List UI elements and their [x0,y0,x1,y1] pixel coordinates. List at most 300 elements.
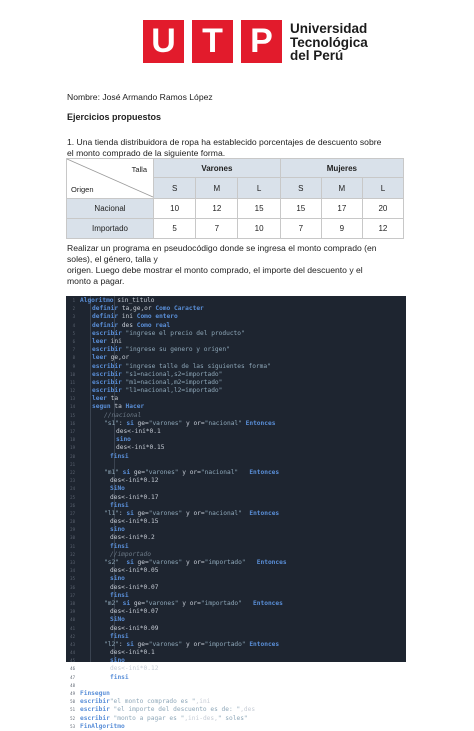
size-header: M [196,178,238,199]
code-line [66,444,406,452]
code-token: des<-ini*0.15 [116,444,165,452]
code-line [66,453,406,461]
code-line [66,371,406,379]
code-text [104,641,279,649]
code-token: "importado" [200,599,242,607]
code-token: finsi [110,673,129,681]
table-row [67,199,404,219]
code-text [92,346,230,354]
code-token: des<-ini*0.07 [110,608,159,616]
code-token: escribir [92,346,126,354]
code-token: : [118,509,127,517]
logo-line-1: Universidad [290,21,368,36]
code-line [66,690,406,698]
code-token: ta [110,395,119,403]
code-line [66,715,406,723]
code-token: y or= [182,509,205,517]
code-text [80,706,255,714]
code-token: "m1=nacional,m2=importado" [125,378,223,386]
discount-table [66,158,404,239]
size-header: M [321,178,362,199]
code-token: si [118,559,138,566]
logo-letter-p: P [241,20,282,63]
line-number: 7 [72,347,75,353]
request-line-3: origen. Luego debe mostrar el monto comprado, el importe del descuento y el [67,265,363,275]
table-cell: 7 [280,219,321,239]
code-token: des<-ini*0.1 [110,649,155,657]
code-text [92,330,245,338]
code-text [92,354,129,362]
code-token: leer [92,395,111,403]
problem-line-1: 1. Una tienda distribuidora de ropa ha establecido porcentajes de descuento sobre [67,137,382,147]
code-token: escribir [80,706,114,714]
code-token: des<-ini*0.2 [110,534,155,542]
code-token: ge= [137,509,149,517]
code-token: y or= [182,640,205,648]
corner-origen-label: Origen [71,185,94,194]
code-text [110,657,125,665]
logo-letter-t: T [192,20,233,63]
table-cell: 20 [362,199,403,219]
code-line [66,469,406,477]
size-header: L [362,178,403,199]
code-token: ini [110,337,122,345]
table-row [67,219,404,239]
code-token: finsi [110,501,129,509]
code-token: Como entero [136,313,178,321]
code-token: Hacer [125,403,145,411]
code-text [110,674,129,682]
code-token: ,ini [195,698,211,706]
code-token: finsi [110,542,129,550]
code-line [66,387,406,395]
code-text [110,625,158,633]
code-token: ,ini-des, [184,714,218,722]
code-token: "l1=nacional,l2=importado" [125,387,223,395]
table-group-header-row [67,159,404,178]
line-number: 31 [70,543,75,549]
code-text [110,584,158,592]
line-number: 13 [70,396,75,402]
line-number: 46 [70,666,75,672]
code-token: finsi [110,452,129,460]
code-token: Algoritmo [80,297,118,304]
line-number: 41 [70,625,75,631]
code-token: "varones" [145,599,179,607]
code-token: "ingrese talle de las siguientes forma" [125,362,271,370]
code-token: si [126,509,138,517]
line-number: 40 [70,617,75,623]
code-token: "varones" [145,468,179,476]
line-number: 5 [72,330,75,336]
line-number: 30 [70,535,75,541]
code-text [92,313,178,321]
code-line [66,412,406,420]
code-token: definir [92,321,122,329]
code-text [110,543,129,551]
code-text [110,534,155,542]
code-token: sino [110,657,125,665]
code-token: des<-ini*0.12 [110,477,159,485]
line-number: 20 [70,453,75,459]
table-cell: 15 [280,199,321,219]
code-token: : [118,640,127,648]
problem-line-2: el monto comprado de la siguiente forma. [67,148,226,158]
code-line [66,534,406,542]
line-number: 19 [70,445,75,451]
line-number: 23 [70,478,75,484]
group-header-varones: Varones [154,159,281,178]
code-line [66,379,406,387]
line-number: 10 [70,371,75,377]
code-line [66,322,406,330]
code-token: Como Caracter [155,305,204,313]
line-number: 36 [70,584,75,590]
size-header: S [154,178,196,199]
table-cell: 5 [154,219,196,239]
request-line-4: monto a pagar. [67,276,125,286]
code-token: ini [121,313,137,321]
code-text [110,551,151,559]
code-line [66,575,406,583]
code-line [66,428,406,436]
size-header: S [280,178,321,199]
code-token: si [118,599,134,607]
table-cell: 10 [154,199,196,219]
line-number: 37 [70,592,75,598]
line-number: 51 [70,707,75,713]
size-header: L [238,178,280,199]
line-number: 32 [70,551,75,557]
code-text [116,436,131,444]
code-token: escribir [92,387,126,395]
line-number: 9 [72,363,75,369]
code-token: sino [110,575,125,583]
code-line [66,674,406,682]
code-token: escribir [92,329,126,337]
code-line [66,584,406,592]
code-text [104,600,283,608]
code-token: " soles" [217,714,248,722]
line-number: 4 [72,322,75,328]
code-line [66,551,406,559]
code-text [110,502,129,510]
code-token: ge,or [110,354,130,362]
line-number: 44 [70,650,75,656]
code-line [66,485,406,493]
code-text [80,715,248,723]
code-token: definir [92,313,122,321]
table-corner-cell [67,159,154,199]
code-token: y or= [182,559,205,566]
code-line [66,616,406,624]
code-token: "varones" [148,640,183,648]
code-line [66,526,406,534]
code-token: des<-ini*0.15 [110,518,159,526]
code-text [80,723,125,731]
code-line [66,420,406,428]
logo-line-2: Tecnológica [290,34,368,50]
line-number: 49 [70,691,75,696]
code-token: "nacional" [204,419,242,427]
code-token: ta,ge,or [121,305,156,313]
code-token: SiNo [110,616,125,624]
code-token: Entonces [238,468,280,476]
code-token: "l1" [104,509,119,517]
line-number: 25 [70,494,75,500]
code-token: Entonces [241,599,283,607]
line-number: 21 [70,461,75,467]
code-token: "m1" [104,468,119,476]
line-number: 18 [70,437,75,443]
code-line [66,559,406,567]
line-number: 27 [70,510,75,516]
line-number: 43 [70,641,75,647]
corner-talla-label: Talla [131,165,147,174]
code-token: ge= [137,640,149,648]
code-line [66,502,406,510]
code-text [80,690,110,698]
code-line [66,395,406,403]
code-token: "s1" [104,419,119,427]
code-token: sino [110,526,125,534]
code-token: Entonces [245,559,287,566]
code-text [80,297,155,305]
code-token: escribir [92,370,126,378]
logo-letter-u: U [143,20,184,63]
code-text [92,403,144,411]
table-cell: 15 [238,199,280,219]
code-token: SiNo [110,485,125,493]
code-token: "l2" [104,640,119,648]
code-lines [66,297,406,731]
code-token: ,des [240,706,256,714]
code-token: leer [92,337,111,345]
code-line [66,600,406,608]
table-cell: 7 [196,219,238,239]
pseudocode-editor [66,296,406,730]
line-number: 28 [70,519,75,525]
line-number: 22 [70,469,75,475]
code-token: "ingrese el precio del producto" [125,329,245,337]
code-line [66,338,406,346]
code-text [104,420,275,428]
code-token: segun [92,403,115,411]
code-text [104,469,279,477]
table-cell: 9 [321,219,362,239]
line-number: 14 [70,404,75,410]
code-line [66,723,406,731]
code-text [110,526,125,534]
code-token: //nacional [104,411,142,419]
code-text [92,379,222,387]
code-text [110,665,158,673]
code-token: Entonces [241,419,276,427]
logo-university-name [290,22,368,63]
utp-logo [143,20,368,66]
line-number: 11 [70,379,75,385]
code-token: des [121,321,137,329]
code-text [104,559,287,567]
line-number: 42 [70,633,75,639]
line-number: 2 [72,306,75,312]
group-header-mujeres: Mujeres [280,159,403,178]
table-cell: 17 [321,199,362,219]
code-token: escribir [92,378,126,386]
code-token: "varones" [148,509,183,517]
code-token: y or= [182,419,205,427]
author-line: Nombre: José Armando Ramos López [67,92,213,102]
code-token: si [126,640,138,648]
code-text [110,616,125,624]
code-line [66,363,406,371]
code-line [66,633,406,641]
table-cell: 10 [238,219,280,239]
code-token: ge= [137,419,149,427]
code-line [66,657,406,665]
code-token: Entonces [245,640,280,648]
code-line [66,354,406,362]
code-token: ge= [133,599,145,607]
code-token: "varones" [148,559,183,566]
code-token: leer [92,354,111,362]
code-text [104,510,279,518]
code-token: "importado" [204,559,246,566]
line-number: 47 [70,674,75,680]
line-number: 52 [70,715,75,721]
code-text [110,575,125,583]
code-line [66,543,406,551]
code-token: finsi [110,632,129,640]
line-number: 1 [72,298,75,303]
code-line [66,461,406,469]
line-number: 33 [70,560,75,565]
code-token: des<-ini*0.1 [116,428,161,435]
code-text [110,494,158,502]
code-token: "ingrese su genero y origen" [125,346,230,354]
code-line [66,682,406,690]
table-cell: 12 [196,199,238,219]
line-number: 12 [70,388,75,394]
code-line [66,297,406,305]
code-line [66,313,406,321]
line-number: 50 [70,699,75,705]
row-label-importado: Importado [67,219,154,239]
code-line [66,330,406,338]
code-text [110,485,125,493]
line-number: 48 [70,682,75,688]
code-text [104,412,141,420]
section-title: Ejercicios propuestos [67,112,162,122]
code-token: y or= [178,599,201,607]
code-token: //importado [110,550,151,558]
line-number: 29 [70,527,75,533]
code-token: escribir [80,714,114,722]
code-token: sino [116,436,131,444]
code-token: sin_titulo [117,297,155,304]
line-number: 38 [70,600,75,606]
code-token: y or= [178,468,201,476]
code-text [116,444,164,452]
code-token: escribir [80,698,110,706]
code-text [92,387,222,395]
table-cell: 12 [362,219,403,239]
code-token: "el importe del descuento es de: " [113,706,241,714]
code-token: definir [92,305,122,313]
code-text [110,453,129,461]
code-line [66,403,406,411]
line-number: 24 [70,486,75,492]
code-text [92,363,271,371]
code-line [66,625,406,633]
code-token: finsi [110,591,129,599]
code-token: FinAlgoritmo [80,722,125,730]
code-token: "nacional" [200,468,239,476]
code-token: des<-ini*0.07 [110,583,159,591]
code-text [92,371,222,379]
code-token: "s2" [104,559,119,566]
code-token: "s1=nacional,s2=importado" [125,370,223,378]
code-text [116,428,161,436]
line-number: 8 [72,355,75,361]
line-number: 16 [70,420,75,426]
code-token: si [126,419,138,427]
code-line [66,346,406,354]
code-token: des<-ini*0.05 [110,567,159,575]
code-token: des<-ini*0.09 [110,624,159,632]
line-number: 15 [70,412,75,418]
code-line [66,510,406,518]
code-token: escribir [92,362,126,370]
row-label-nacional: Nacional [67,199,154,219]
code-text [110,633,129,641]
code-token: Finsegun [80,690,110,697]
line-number: 26 [70,502,75,508]
code-line [66,641,406,649]
request-line-1: Realizar un programa en pseudocódigo donde se ingresa el monto comprado (en [67,243,377,253]
code-token: : [118,419,127,427]
code-token: des<-ini*0.17 [110,493,159,501]
code-text [92,322,170,330]
code-token: ge= [133,468,145,476]
code-token: "m2" [104,599,119,607]
request-line-2: soles), el género, talla y [67,254,158,264]
code-token: ta [114,403,126,411]
line-number: 45 [70,658,75,664]
code-line [66,706,406,714]
code-token: "el monto comprado es " [109,698,196,706]
code-token: "importado" [204,640,246,648]
code-text [110,592,129,600]
code-token: des<-ini*0.12 [110,665,159,673]
code-line [66,436,406,444]
line-number: 3 [72,314,75,320]
line-number: 6 [72,338,75,344]
code-line [66,665,406,673]
code-token: Entonces [241,509,280,517]
line-number: 39 [70,609,75,615]
code-text [92,395,118,403]
code-token: "monto a pagar es " [113,714,185,722]
code-token: "varones" [148,419,183,427]
code-token: "nacional" [204,509,242,517]
code-token: Como real [136,321,171,329]
code-token: ge= [137,559,149,566]
line-number: 35 [70,576,75,582]
line-number: 53 [70,723,75,729]
code-token: si [118,468,134,476]
code-text [92,338,122,346]
